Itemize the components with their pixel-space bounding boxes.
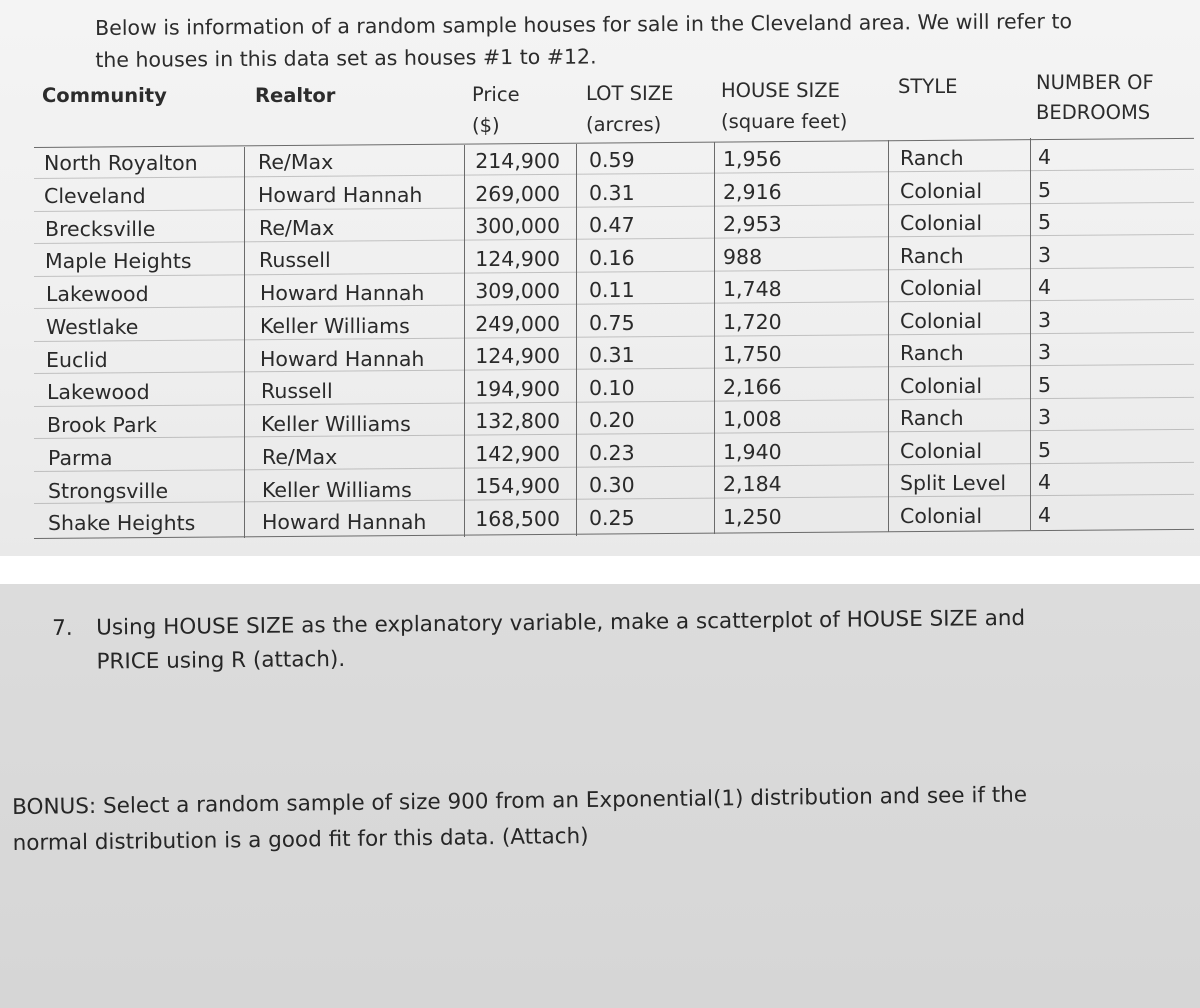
cell-price: 124,900 <box>475 344 560 368</box>
cell-house-size: 1,940 <box>723 439 782 464</box>
cell-house-size: 2,184 <box>723 472 782 496</box>
cell-style: Ranch <box>900 146 964 170</box>
cell-realtor: Russell <box>259 248 331 273</box>
header-house-line2: (square feet) <box>721 110 848 133</box>
cell-house-size: 1,720 <box>723 309 782 334</box>
cell-community: Maple Heights <box>45 249 192 274</box>
cell-style: Colonial <box>900 503 983 528</box>
cell-lot-size: 0.59 <box>589 148 635 172</box>
header-community: Community <box>42 84 167 107</box>
cell-style: Colonial <box>900 438 983 463</box>
grid-col-divider-1 <box>244 147 245 538</box>
intro-line-2: the houses in this data set as houses #1 to #12. <box>95 44 597 72</box>
cell-style: Colonial <box>900 211 983 235</box>
grid-col-divider-3 <box>576 144 577 536</box>
cell-bedrooms: 3 <box>1038 405 1052 429</box>
cell-price: 194,900 <box>475 376 560 401</box>
cell-realtor: Howard Hannah <box>260 281 425 305</box>
cell-community: Lakewood <box>47 380 150 405</box>
cell-community: Parma <box>48 445 113 470</box>
question-7-text <box>96 601 1127 680</box>
cell-realtor: Re/Max <box>262 444 338 469</box>
cell-lot-size: 0.31 <box>589 343 635 367</box>
cell-bedrooms: 5 <box>1038 372 1052 397</box>
cell-price: 214,900 <box>475 149 560 173</box>
cell-realtor: Re/Max <box>258 150 334 174</box>
cell-realtor: Keller Williams <box>262 477 412 502</box>
header-realtor: Realtor <box>255 84 336 107</box>
grid-col-divider-4 <box>714 142 715 534</box>
header-bedrooms-line2: BEDROOMS <box>1036 101 1151 124</box>
header-house-line1: HOUSE SIZE <box>721 79 840 102</box>
cell-lot-size: 0.10 <box>589 375 635 400</box>
cell-bedrooms: 3 <box>1038 242 1052 267</box>
cell-house-size: 1,008 <box>723 407 782 431</box>
cell-lot-size: 0.11 <box>589 278 635 302</box>
cell-style: Split Level <box>900 471 1007 495</box>
cell-style: Colonial <box>900 308 983 333</box>
cell-lot-size: 0.16 <box>589 245 635 270</box>
question-7-line-2: PRICE using R (attach). <box>96 646 346 675</box>
cell-house-size: 988 <box>723 244 763 269</box>
cell-realtor: Keller Williams <box>260 313 410 338</box>
cell-realtor: Keller Williams <box>261 412 411 436</box>
cell-style: Ranch <box>900 406 964 430</box>
cell-lot-size: 0.23 <box>589 440 635 465</box>
cell-house-size: 2,953 <box>723 212 782 236</box>
header-price-line2: ($) <box>472 114 500 137</box>
cell-style: Colonial <box>900 178 983 203</box>
cell-community: Strongsville <box>48 478 169 503</box>
cell-bedrooms: 5 <box>1038 177 1052 202</box>
question-7-line-1: Using HOUSE SIZE as the explanatory variable, make a scatterplot of HOUSE SIZE and <box>96 605 1026 641</box>
header-price-line1: Price <box>472 83 520 106</box>
cell-community: Lakewood <box>46 282 149 306</box>
header-lot-line1: LOT SIZE <box>586 82 674 105</box>
cell-house-size: 2,166 <box>723 374 782 399</box>
cell-lot-size: 0.31 <box>589 180 635 205</box>
cell-house-size: 1,750 <box>723 342 782 366</box>
header-style: STYLE <box>898 75 958 98</box>
cell-realtor: Howard Hannah <box>258 182 423 207</box>
cell-style: Colonial <box>900 373 983 398</box>
cell-price: 124,900 <box>475 246 560 271</box>
cell-lot-size: 0.30 <box>589 473 635 497</box>
cell-realtor: Howard Hannah <box>262 510 427 535</box>
cell-price: 132,800 <box>475 409 560 433</box>
bonus-line-2: normal distribution is a good fit for this data. (Attach) <box>12 823 589 856</box>
cell-style: Colonial <box>900 276 983 300</box>
grid-col-divider-2 <box>464 145 465 537</box>
cell-price: 309,000 <box>475 279 560 303</box>
cell-community: Westlake <box>46 314 139 339</box>
cell-lot-size: 0.47 <box>589 213 635 237</box>
cell-realtor: Russell <box>261 379 333 404</box>
cell-community: Brecksville <box>45 216 156 241</box>
cell-house-size: 1,250 <box>723 504 782 529</box>
cell-bedrooms: 5 <box>1038 210 1052 234</box>
intro-line-1: Below is information of a random sample houses for sale in the Cleveland area. We will refer to <box>95 9 1073 40</box>
cell-price: 249,000 <box>475 311 560 336</box>
cell-house-size: 1,748 <box>723 277 782 301</box>
bonus-line-1: BONUS: Select a random sample of size 900 from an Exponential(1) distribution and see if the <box>12 782 1028 820</box>
cell-bedrooms: 4 <box>1038 470 1052 494</box>
cell-bedrooms: 5 <box>1038 437 1052 462</box>
cell-community: Cleveland <box>44 183 146 208</box>
cell-price: 300,000 <box>475 214 560 238</box>
cell-price: 269,000 <box>475 181 560 206</box>
cell-community: Brook Park <box>47 413 157 437</box>
header-lot-line2: (arcres) <box>586 113 662 136</box>
cell-price: 142,900 <box>475 441 560 466</box>
cell-bedrooms: 3 <box>1038 340 1052 364</box>
header-bedrooms-line1: NUMBER OF <box>1036 71 1154 94</box>
cell-bedrooms: 3 <box>1038 307 1052 332</box>
question-7-number: 7. <box>52 615 73 641</box>
cell-bedrooms: 4 <box>1038 275 1052 299</box>
cell-community: North Royalton <box>44 151 198 175</box>
cell-lot-size: 0.25 <box>589 505 635 530</box>
cell-style: Ranch <box>900 341 964 365</box>
cell-bedrooms: 4 <box>1038 145 1052 169</box>
photo-separator <box>0 556 1200 584</box>
cell-house-size: 2,916 <box>723 179 782 204</box>
cell-realtor: Howard Hannah <box>260 346 425 371</box>
cell-bedrooms: 4 <box>1038 502 1052 527</box>
cell-lot-size: 0.75 <box>589 310 635 335</box>
cell-style: Ranch <box>900 243 964 268</box>
cell-realtor: Re/Max <box>259 215 335 240</box>
bonus-question <box>12 776 1163 862</box>
cell-price: 168,500 <box>475 506 560 531</box>
cell-lot-size: 0.20 <box>589 408 635 432</box>
cell-house-size: 1,956 <box>723 147 782 171</box>
cell-community: Euclid <box>46 347 108 372</box>
grid-col-divider-5 <box>888 140 889 532</box>
cell-community: Shake Heights <box>48 511 196 536</box>
cell-price: 154,900 <box>475 474 560 498</box>
